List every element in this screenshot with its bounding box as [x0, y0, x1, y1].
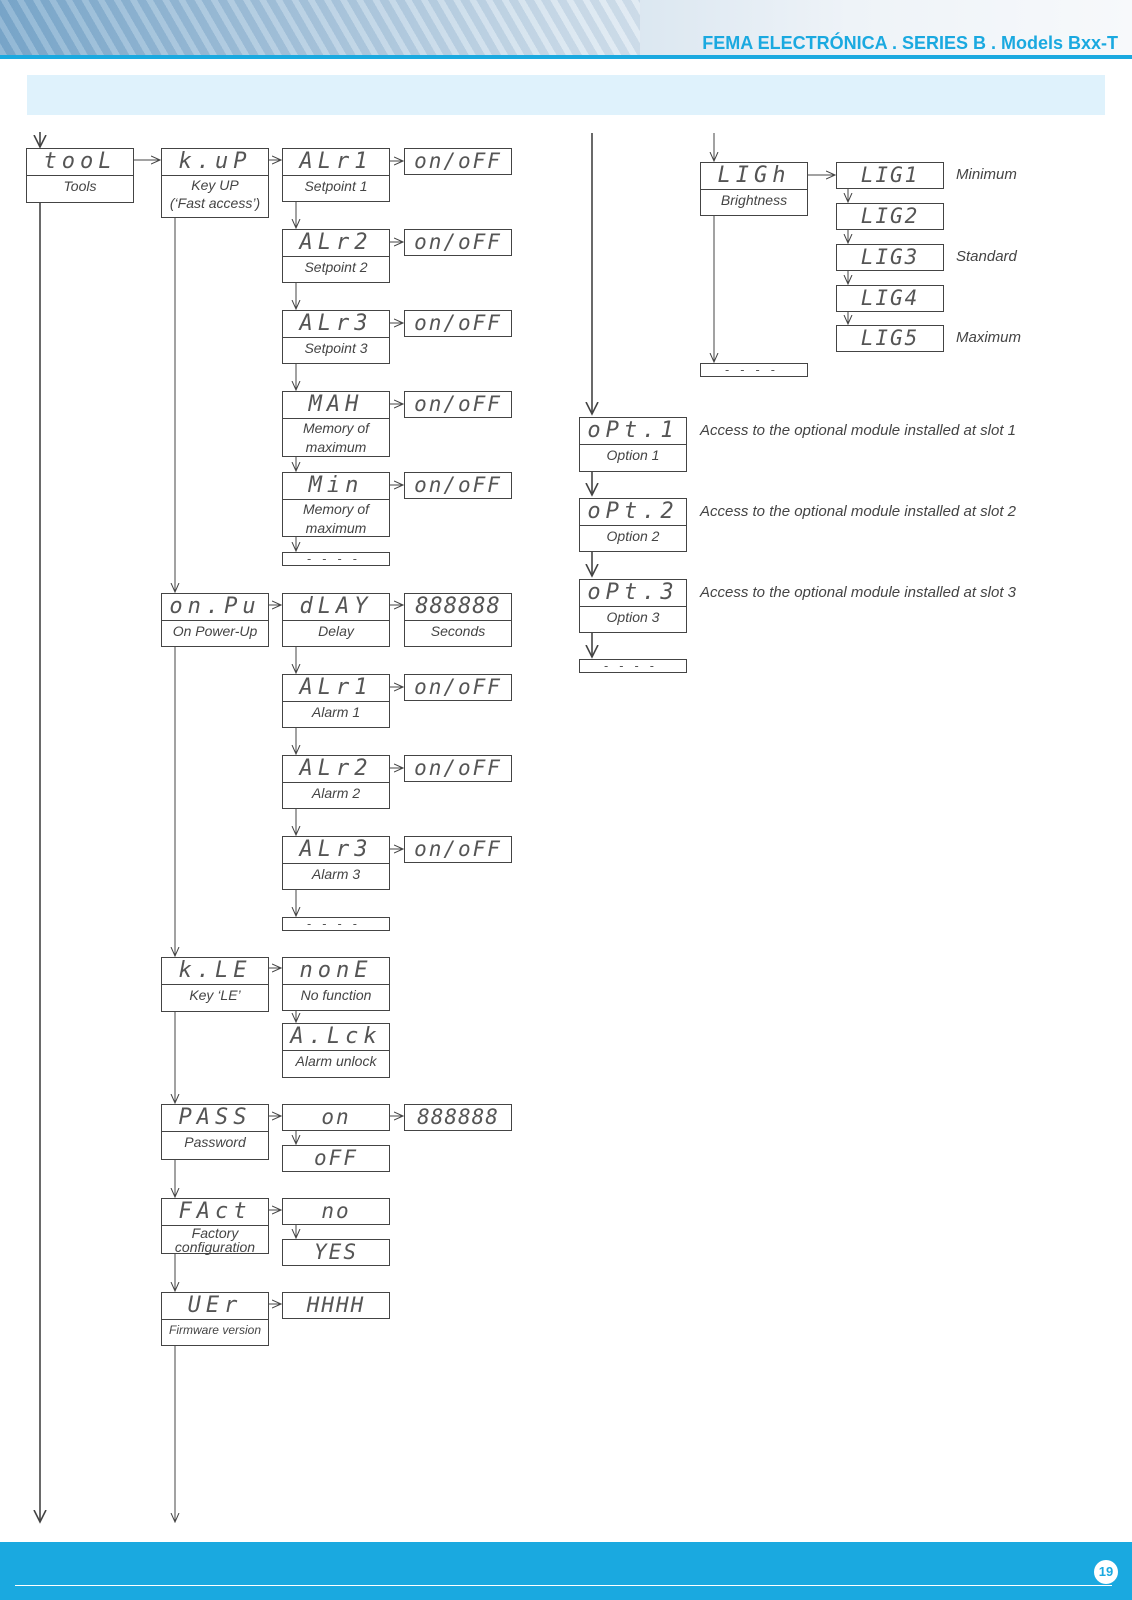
menu-node-alarm-2: [282, 755, 390, 809]
label-option-2: Option 2: [580, 525, 686, 547]
display-alr3-power: ALr3: [299, 837, 373, 862]
display-ligh: LIGh: [717, 163, 791, 188]
display-tool: tooL: [43, 149, 117, 174]
menu-node-max-memory: [282, 391, 390, 457]
menu-node-firmware: [161, 1292, 269, 1346]
display-kle: k.LE: [178, 958, 252, 983]
menu-node-min-memory: [282, 472, 390, 537]
label-configuration: configuration: [174, 1239, 256, 1255]
label-setpoint-3: Setpoint 3: [283, 337, 389, 359]
end-marker-kup: ----: [282, 552, 390, 566]
label-maximum: maximum: [305, 439, 367, 455]
label-alarm-3: Alarm 3: [283, 863, 389, 885]
value-password-code: 888888: [404, 1104, 512, 1131]
display-none: nonE: [299, 958, 373, 983]
label-no-function: No function: [283, 984, 389, 1006]
display-opt1: oPt.1: [587, 418, 679, 443]
menu-node-option-2: [579, 498, 687, 552]
label-firmware-version: Firmware version: [162, 1319, 268, 1341]
display-alck: A.Lck: [290, 1024, 382, 1049]
menu-node-tools: [26, 148, 134, 203]
menu-node-alr1-setpoint: [282, 148, 390, 202]
value-setpoint-3: on/oFF: [404, 310, 512, 337]
value-password-on: on: [282, 1104, 390, 1131]
note-option-3: Access to the optional module installed at slot 3: [700, 584, 1017, 601]
menu-node-brightness: [700, 162, 808, 216]
menu-node-on-power-up: [161, 593, 269, 647]
label-alarm-2: Alarm 2: [283, 782, 389, 804]
menu-node-delay: [282, 593, 390, 647]
label-tools: Tools: [27, 175, 133, 197]
menu-node-factory-config: [161, 1198, 269, 1254]
label-factory: Factory: [191, 1225, 239, 1241]
label-on-power-up: On Power-Up: [162, 620, 268, 642]
end-marker-options: ----: [579, 659, 687, 673]
display-dlay: dLAY: [299, 594, 373, 619]
menu-node-alarm-unlock: [282, 1023, 390, 1078]
value-factory-no: no: [282, 1198, 390, 1225]
menu-node-password: [161, 1104, 269, 1160]
footer-rule: [15, 1585, 1112, 1586]
label-option-1: Option 1: [580, 444, 686, 466]
menu-node-key-up: [161, 148, 269, 218]
label-alarm-1: Alarm 1: [283, 701, 389, 723]
value-alarm-1: on/oFF: [404, 674, 512, 701]
note-maximum: Maximum: [956, 329, 1022, 346]
menu-node-delay-seconds: [404, 593, 512, 647]
value-lig4: LIG4: [836, 285, 944, 312]
label-seconds: Seconds: [405, 620, 511, 642]
display-opt2: oPt.2: [587, 499, 679, 524]
label-key-le: Key ‘LE’: [162, 984, 268, 1006]
value-max-memory: on/oFF: [404, 391, 512, 418]
value-lig1: LIG1: [836, 162, 944, 189]
display-fact: FAct: [178, 1199, 252, 1224]
label-memory-of: Memory of: [302, 420, 370, 436]
value-setpoint-1: on/oFF: [404, 148, 512, 175]
footer-bar: [0, 1542, 1132, 1600]
menu-node-option-3: [579, 579, 687, 633]
label-password: Password: [162, 1131, 268, 1153]
display-opt3: oPt.3: [587, 580, 679, 605]
display-uer: UEr: [187, 1293, 243, 1318]
value-factory-yes: YES: [282, 1239, 390, 1266]
display-alr3: ALr3: [299, 311, 373, 336]
label-brightness: Brightness: [701, 189, 807, 211]
menu-node-alr2-setpoint: [282, 229, 390, 283]
note-option-1: Access to the optional module installed at slot 1: [700, 422, 1017, 439]
value-lig2: LIG2: [836, 203, 944, 230]
display-pass: PASS: [178, 1105, 252, 1130]
display-alr1-power: ALr1: [299, 675, 373, 700]
display-mah: MAH: [308, 392, 364, 417]
value-min-memory: on/oFF: [404, 472, 512, 499]
note-standard: Standard: [956, 248, 1017, 265]
menu-node-alarm-1: [282, 674, 390, 728]
header-title: FEMA ELECTRÓNICA . SERIES B . Models Bxx-T: [702, 33, 1118, 53]
label-key-up: Key UP: [191, 177, 239, 193]
label-alarm-unlock: Alarm unlock: [283, 1050, 389, 1072]
display-alr1: ALr1: [299, 149, 373, 174]
menu-node-no-function: [282, 957, 390, 1011]
note-option-2: Access to the optional module installed at slot 2: [700, 503, 1017, 520]
label-setpoint-1: Setpoint 1: [283, 175, 389, 197]
value-password-off: oFF: [282, 1145, 390, 1172]
display-onpu: on.Pu: [169, 594, 261, 619]
menu-node-key-le: [161, 957, 269, 1012]
display-alr2: ALr2: [299, 230, 373, 255]
label-memory-of-2: Memory of: [302, 501, 370, 517]
note-minimum: Minimum: [956, 166, 1017, 183]
value-lig5: LIG5: [836, 325, 944, 352]
value-firmware: HHHH: [282, 1292, 390, 1319]
display-min: Min: [308, 473, 364, 498]
display-delay-value: 888888: [415, 594, 501, 619]
label-delay: Delay: [283, 620, 389, 642]
display-alr2-power: ALr2: [299, 756, 373, 781]
value-alarm-3: on/oFF: [404, 836, 512, 863]
menu-node-alarm-3: [282, 836, 390, 890]
page-number: 19: [1094, 1560, 1118, 1584]
value-lig3: LIG3: [836, 244, 944, 271]
end-marker-brightness: ----: [700, 363, 808, 377]
end-marker-onpu: ----: [282, 917, 390, 931]
value-setpoint-2: on/oFF: [404, 229, 512, 256]
display-kup: k.uP: [178, 149, 252, 174]
label-fast-access: (‘Fast access’): [169, 195, 261, 211]
label-maximum-2: maximum: [305, 520, 367, 536]
label-option-3: Option 3: [580, 606, 686, 628]
menu-node-option-1: [579, 417, 687, 472]
menu-node-alr3-setpoint: [282, 310, 390, 364]
value-alarm-2: on/oFF: [404, 755, 512, 782]
label-setpoint-2: Setpoint 2: [283, 256, 389, 278]
